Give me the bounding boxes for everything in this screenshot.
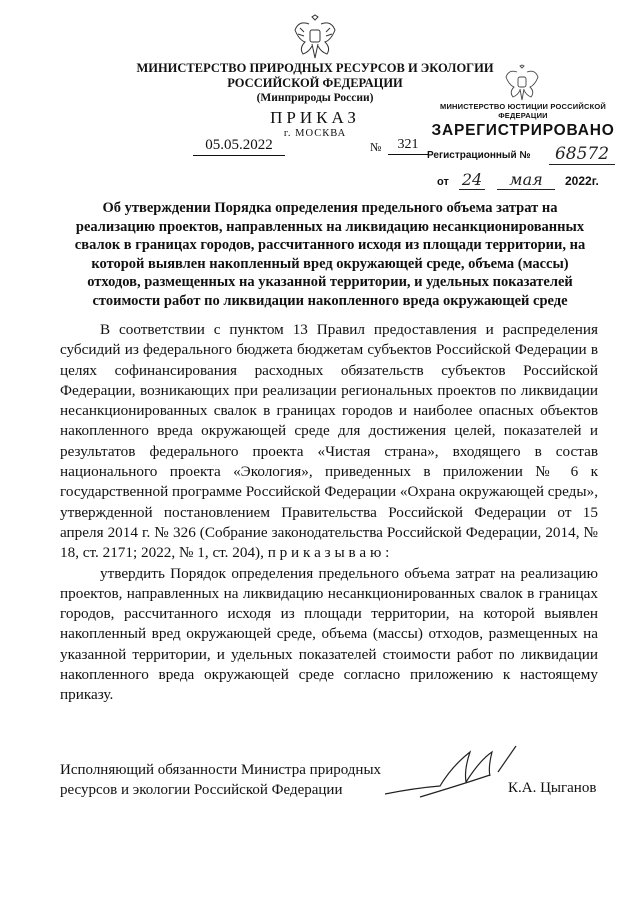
title-line: свалок в границах городов, рассчитанного исходя из площади территории, на <box>74 237 586 253</box>
stamp-registered: ЗАРЕГИСТРИРОВАНО <box>431 122 615 139</box>
title-line: реализацию проектов, направленных на ликвидацию несанкционированных <box>75 218 585 235</box>
document-type: ПРИКАЗ <box>270 108 360 127</box>
title-line: Об утверждении Порядка определения предельного объема затрат на <box>102 200 558 216</box>
signatory-position-line2: ресурсов и экологии Российской Федерации <box>60 782 343 798</box>
stamp-reg-label: Регистрационный № <box>427 150 531 161</box>
stamp-reg-number: 68572 <box>549 144 615 165</box>
stamp-day: 24 <box>459 170 485 190</box>
order-word: п р и к а з ы в а ю : <box>267 544 390 562</box>
document-date: 05.05.2022 <box>193 137 285 156</box>
title-line: которой выявлен накопленный вред окружающей среде, объема (массы) <box>91 255 569 272</box>
document-city: г. МОСКВА <box>283 128 347 139</box>
coat-of-arms-emblem <box>292 14 338 64</box>
handwritten-signature <box>380 742 530 812</box>
signatory-position <box>60 760 400 800</box>
title-line: отходов, размещенных на указанной территории, и удельных показателей <box>87 274 573 290</box>
stamp-year: 2022г. <box>565 174 599 188</box>
document-number-label: № <box>370 140 382 154</box>
stamp-month: мая <box>497 170 555 190</box>
signatory-position-line1: Исполняющий обязанности Министра природных <box>60 762 382 778</box>
document-title <box>70 199 590 310</box>
body-paragraph-decision: утвердить Порядок определения предельного объема затрат на реализацию проектов, направленных на ликвидацию несанкционированных свалок в границах городов, рассчитанного исходя из площади территории, на которой выявлен накопленный вред окружающей среде, объема (массы) отходов, размещенных на указанной территории, и удельных показателей стоимости работ по ликвидации накопленного вреда окружающей среде согласно приложению к настоящему приказу. <box>60 564 598 704</box>
ministry-name-line1: МИНИСТЕРСТВО ПРИРОДНЫХ РЕСУРСОВ И ЭКОЛОГИИ <box>136 61 494 75</box>
ministry-name-line2: РОССИЙСКОЙ ФЕДЕРАЦИИ <box>227 76 403 90</box>
body-paragraph-preamble <box>60 320 598 564</box>
stamp-ministry: МИНИСТЕРСТВО ЮСТИЦИИ РОССИЙСКОЙ ФЕДЕРАЦИИ <box>440 102 606 120</box>
document-number: 321 <box>388 137 428 155</box>
document-body <box>60 320 598 706</box>
stamp-from-label: от <box>437 176 449 188</box>
preamble-text: В соответствии с пунктом 13 Правил предоставления и распределения субсидий из федерального бюджета бюджетам субъектов Российской Федерации в целях софинансирования расходных обязательств субъектов Российской Федерации, возникающих при реализации региональных проектов по ликвидации несанкционированных свалок в границах городов и наиболее опасных объектов накопленного вреда окружающей среде для достижения целей, показателей и результатов федерального проекта «Чистая страна», входящего в состав национального проекта «Экология», приведенных в приложении № 6 к государственной программе Российской Федерации «Охрана окружающей среды», утвержденной постановлением Правительства Российской Федерации от 15 апреля 2014 г. № 326 (Собрание законодательства Российской Федерации, 2014, № 18, ст. 2171; 2022, № 1, ст. 204), <box>60 321 598 562</box>
signatory-name: К.А. Цыганов <box>508 780 597 796</box>
stamp-emblem-icon <box>503 64 541 104</box>
ministry-short-name: (Минприроды России) <box>256 92 374 104</box>
registration-stamp <box>425 64 621 196</box>
title-line: стоимости работ по ликвидации накопленного вреда окружающей среде <box>92 292 568 309</box>
